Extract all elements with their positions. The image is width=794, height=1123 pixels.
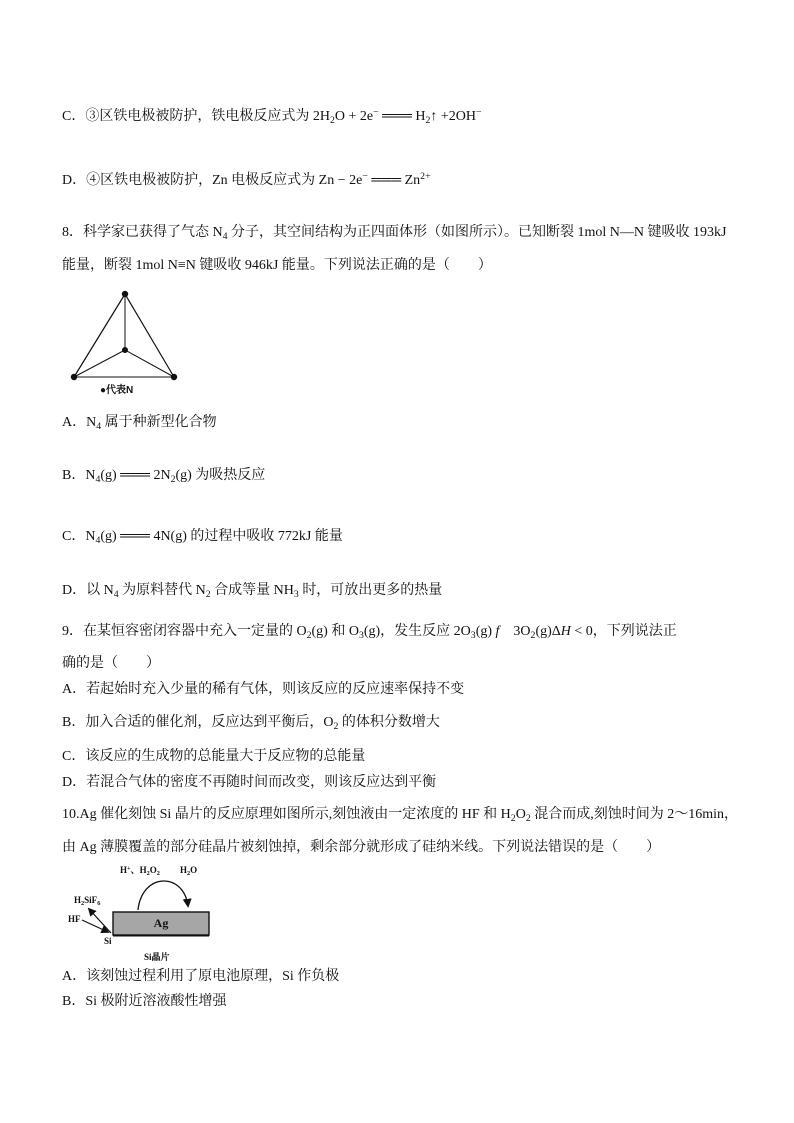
subscript: 2 xyxy=(156,869,160,877)
edge-top-left xyxy=(74,294,125,377)
q10-option-b: B．Si 极附近溶液酸性增强 xyxy=(62,994,227,1009)
subscript: 2 xyxy=(205,588,211,600)
q8-option-d: D．以 $N_4$ 为原料替代 $N_2$ 合成等量 $NH_3$ 时，可放出更多的热量 xyxy=(62,583,443,600)
label-ag: Ag xyxy=(153,916,169,930)
subscript: 6 xyxy=(97,899,101,907)
subscript: 2 xyxy=(306,629,312,641)
q7-option-c: C．③区铁电极被防护，铁电极反应式为 $2H_2O + 2e^-$ ═══ $H_2↑ +2OH^-$ xyxy=(62,107,482,126)
q8-option-a: A．$N_4$ 属于种新型化合物 xyxy=(62,415,217,432)
subscript: 2 xyxy=(425,114,431,126)
subscript: 4 xyxy=(96,420,102,432)
label-h-plus-h2o2: H+、$H_2O_2$ xyxy=(120,864,160,877)
q8-option-b: B．$N_4(g)$ ═══ $2N_2(g)$ 为吸热反应 xyxy=(62,468,266,485)
subscript: 2 xyxy=(187,869,191,877)
label-si: Si xyxy=(104,936,112,946)
subscript: 2 xyxy=(146,869,150,877)
q9-option-d: D．若混合气体的密度不再随时间而改变，则该反应达到平衡 xyxy=(62,775,437,790)
subscript: 2 xyxy=(329,114,335,126)
q9-option-c: C．该反应的生成物的总能量大于反应物的总能量 xyxy=(62,749,366,764)
subscript: 2 xyxy=(530,629,536,641)
superscript: + xyxy=(127,864,131,872)
label-si-wafer: Si晶片 xyxy=(144,952,170,962)
subscript: 2 xyxy=(333,720,339,732)
subscript: 4 xyxy=(222,230,228,242)
subscript: 2 xyxy=(81,899,85,907)
q8-option-c: C．$N_4(g)$ ═══ 4N(g) 的过程中吸收 772kJ 能量 xyxy=(62,529,343,546)
figure-legend: ●代表N xyxy=(100,385,134,396)
si-etching-figure xyxy=(62,860,214,966)
subscript: 3 xyxy=(470,629,476,641)
q10-stem-line2: 由 Ag 薄膜覆盖的部分硅晶片被刻蚀掉，剩余部分就形成了硅纳米线。下列说法错误的是（ ） xyxy=(62,840,661,855)
q9-stem-line2: 确的是（ ） xyxy=(62,656,160,671)
subscript: 2 xyxy=(525,812,531,824)
tetrahedron-drawing xyxy=(60,286,185,386)
q9-option-a: A．若起始时充入少量的稀有气体，则该反应的反应速率保持不变 xyxy=(62,682,465,697)
q7-option-d: D．④区铁电极被防护，Zn 电极反应式为 Zn − 2e− ═══ $Zn^{2+}$ xyxy=(62,171,431,188)
label-h2sif6: $H_2SiF_6$ xyxy=(74,895,101,907)
subscript: 4 xyxy=(95,534,101,546)
label-h2o: $H_2O$ xyxy=(180,865,198,877)
q8-stem-line2: 能量，断裂 1mol N≡N 键吸收 946kJ 能量。下列说法正确的是（ ） xyxy=(62,258,492,273)
italic-symbol: H xyxy=(560,624,571,639)
q10-option-a: A．该刻蚀过程利用了原电池原理，Si 作负极 xyxy=(62,969,340,984)
n4-tetrahedron-figure xyxy=(60,286,185,398)
subscript: 2 xyxy=(170,473,176,485)
label-hf: HF xyxy=(68,914,81,924)
subscript: 3 xyxy=(358,629,364,641)
subscript: 4 xyxy=(95,473,101,485)
n-atom-top xyxy=(122,291,128,297)
reaction-arc-arrow xyxy=(138,881,188,910)
subscript: 3 xyxy=(293,588,299,600)
n-atom-right xyxy=(171,374,177,380)
q8-stem-line1: 8．科学家已获得了气态 $N_4$ 分子，其空间结构为正四面体形（如图所示）。已知断裂 1mol N—N 键吸收 193kJ xyxy=(62,225,727,242)
superscript: − xyxy=(373,107,379,119)
q10-stem-line1: 10.Ag 催化刻蚀 Si 晶片的反应原理如图所示,刻蚀液由一定浓度的 HF 和 $H_2O_2$ 混合而成,刻蚀时间为 2～16min， xyxy=(62,807,739,824)
q9-option-b: B．加入合适的催化剂，反应达到平衡后，$O_2$ 的体积分数增大 xyxy=(62,715,440,732)
italic-symbol: f xyxy=(495,624,500,639)
h2sif6-arrow xyxy=(89,909,111,933)
superscript: − xyxy=(362,171,368,183)
n-atom-center xyxy=(122,347,128,353)
superscript: 2+ xyxy=(420,171,431,183)
superscript: − xyxy=(476,107,482,119)
q9-stem-line1: 9．在某恒容密闭容器中充入一定量的 $O_2(g)$ 和 $O_3(g)$，发生反应 $2O_3(g)$ f $3O_2(g)\Delta H < 0$，下列说法正 xyxy=(62,624,677,641)
subscript: 4 xyxy=(113,588,119,600)
subscript: 2 xyxy=(510,812,516,824)
n-atom-left xyxy=(71,374,77,380)
edge-top-right xyxy=(125,294,174,377)
